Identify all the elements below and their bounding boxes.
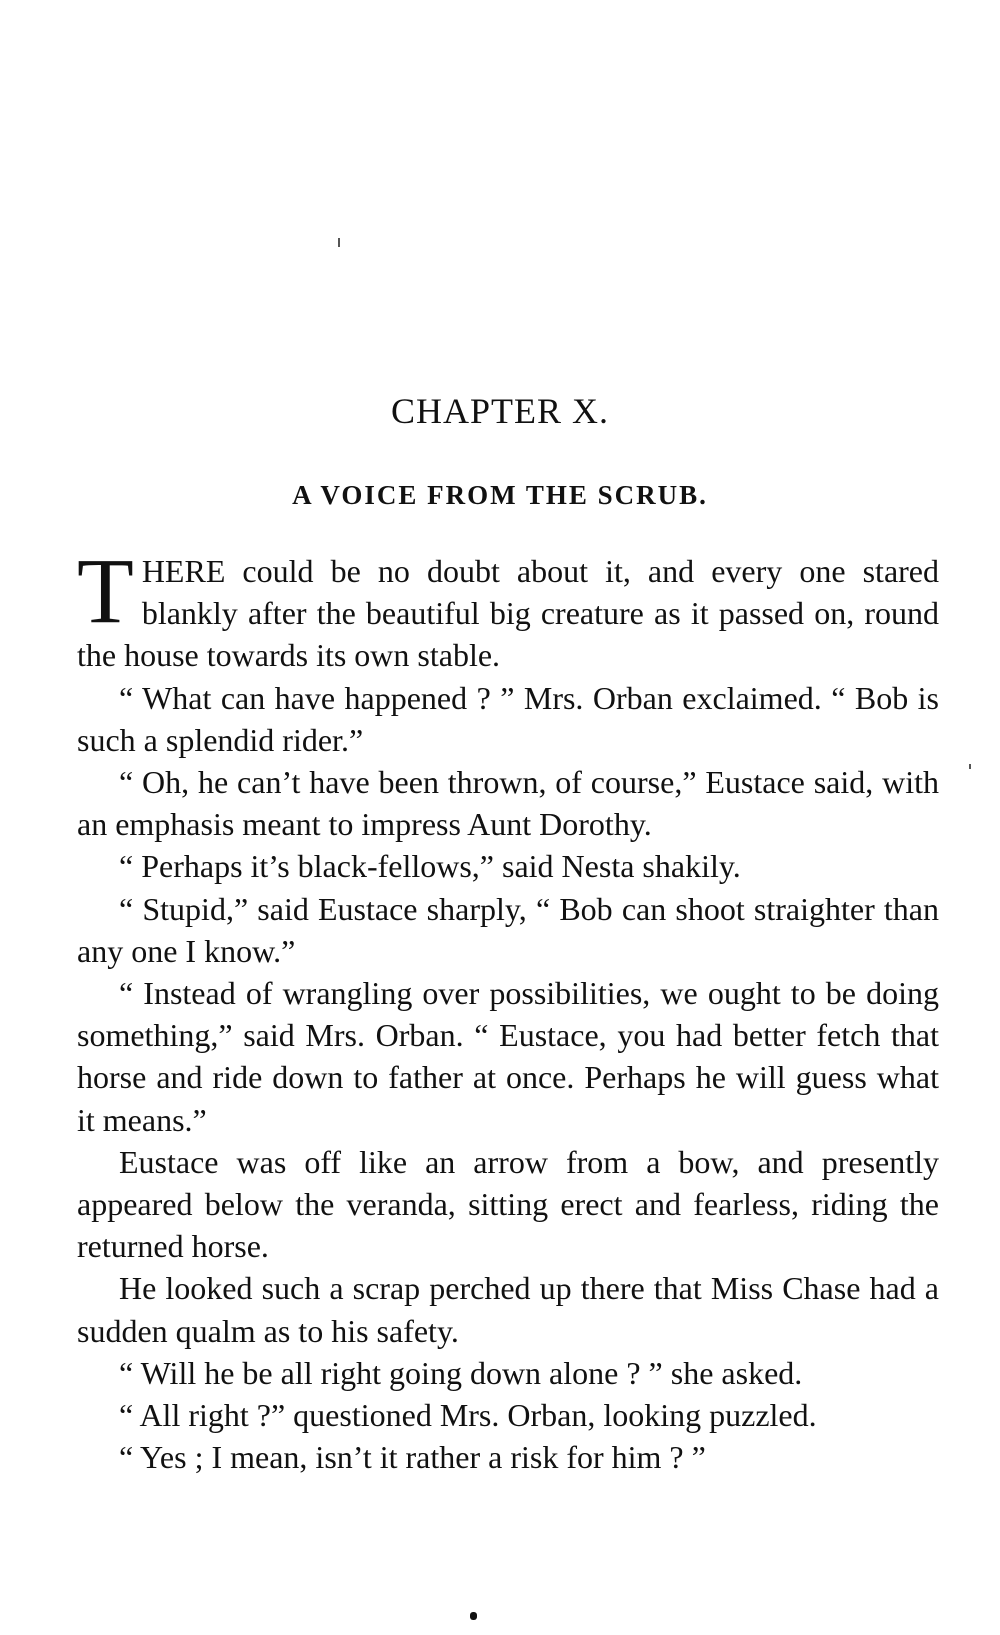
paragraph: “ Instead of wrangling over possibilities, we ought to be doing something,” said Mrs. Orban. “ Eustace, you had better fetch that horse and ride down to father at once. Perhaps he will guess what it means.”: [77, 975, 939, 1138]
drop-cap: T: [77, 540, 134, 643]
paragraph: [77, 540, 939, 677]
chapter-title: A VOICE FROM THE SCRUB.: [292, 480, 708, 510]
paragraph-text: HERE could be no doubt about it, and every one stared blankly after the beautiful big creature as it passed on, round the house towards its own stable.: [77, 553, 939, 674]
print-speck: [969, 764, 971, 769]
paragraph: “ Stupid,” said Eustace sharply, “ Bob can shoot straighter than any one I know.”: [77, 890, 939, 969]
paragraph: “ What can have happened ? ” Mrs. Orban exclaimed. “ Bob is such a splendid rider.”: [77, 679, 939, 758]
chapter-body: [77, 540, 939, 1478]
paragraph: He looked such a scrap perched up there that Miss Chase had a sudden qualm as to his safety.: [77, 1270, 939, 1349]
paragraph: “ Oh, he can’t have been thrown, of course,” Eustace said, with an emphasis meant to impress Aunt Dorothy.: [77, 764, 939, 843]
paragraph: “ All right ?” questioned Mrs. Orban, looking puzzled.: [119, 1397, 817, 1434]
paragraph: Eustace was off like an arrow from a bow, and presently appeared below the veranda, sitting erect and fearless, riding the returned horse.: [77, 1143, 939, 1265]
chapter-heading: CHAPTER X.: [390, 391, 610, 431]
print-speck: [470, 1612, 477, 1620]
paragraph: “ Will he be all right going down alone ? ” she asked.: [119, 1354, 803, 1391]
paragraph: “ Yes ; I mean, isn’t it rather a risk for him ? ”: [119, 1439, 706, 1476]
print-speck: [338, 238, 340, 247]
paragraph: “ Perhaps it’s black-fellows,” said Nesta shakily.: [119, 848, 741, 885]
